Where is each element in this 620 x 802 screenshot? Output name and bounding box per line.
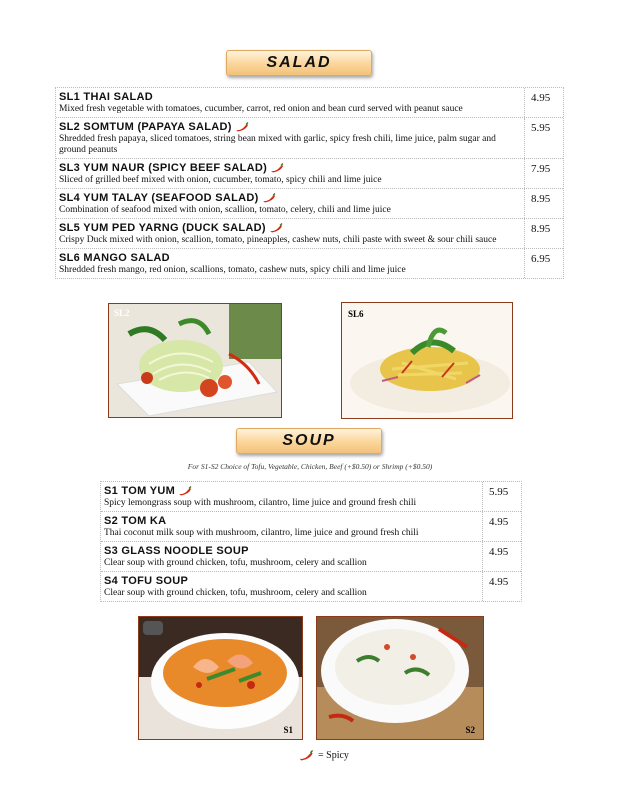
photo-label: SL2	[114, 308, 130, 318]
item-name: S2 TOM KA	[104, 515, 167, 527]
table-row	[56, 88, 563, 118]
item-name: SL5 YUM PED YARNG (DUCK SALAD)	[59, 222, 266, 234]
item-price: 5.95	[489, 486, 509, 498]
chili-pepper-icon	[298, 750, 314, 761]
item-price: 8.95	[531, 223, 551, 235]
item-price: 4.95	[489, 516, 509, 528]
chili-pepper-icon	[262, 193, 276, 203]
chili-pepper-icon	[235, 122, 249, 132]
item-description: Thai coconut milk soup with mushroom, cilantro, lime juice and ground fresh chili	[104, 528, 419, 538]
photo-label: SL6	[348, 309, 364, 319]
item-price: 4.95	[531, 92, 551, 104]
table-row	[56, 219, 563, 249]
tom-ka-image	[317, 617, 483, 739]
legend-text: = Spicy	[318, 750, 349, 761]
mango-salad-image	[342, 303, 512, 418]
photo-papaya-salad	[108, 303, 282, 418]
photo-tom-ka	[316, 616, 484, 740]
chili-pepper-icon	[178, 486, 192, 496]
item-price: 4.95	[489, 546, 509, 558]
chili-pepper-icon	[269, 223, 283, 233]
item-price: 8.95	[531, 193, 551, 205]
item-description: Shredded fresh papaya, sliced tomatoes, string bean mixed with garlic, spicy fresh chili, lime juice, palm sugar and ground peanuts	[59, 134, 496, 155]
item-price: 4.95	[489, 576, 509, 588]
item-name: SL3 YUM NAUR (SPICY BEEF SALAD)	[59, 162, 268, 174]
item-description: Clear soup with ground chicken, tofu, mushroom, celery and scallion	[104, 588, 367, 598]
item-name: SL4 YUM TALAY (SEAFOOD SALAD)	[59, 192, 259, 204]
table-row	[56, 189, 563, 219]
papaya-salad-image	[109, 304, 281, 417]
item-name: SL1 THAI SALAD	[59, 91, 154, 103]
photo-tom-yum	[138, 616, 303, 740]
table-row	[56, 118, 563, 159]
item-description: Spicy lemongrass soup with mushroom, cilantro, lime juice and ground fresh chili	[104, 498, 417, 508]
spicy-legend	[298, 750, 349, 761]
item-name: S1 TOM YUM	[104, 485, 176, 497]
photo-label: S1	[283, 725, 293, 735]
soup-banner	[236, 428, 382, 454]
item-description: Combination of seafood mixed with onion, scallion, tomato, celery, chili and lime juice	[59, 205, 391, 215]
salad-banner	[226, 50, 372, 76]
tom-yum-image	[139, 617, 302, 739]
table-row	[101, 512, 521, 542]
table-row	[101, 482, 521, 512]
item-price: 5.95	[531, 122, 551, 134]
table-row	[56, 249, 563, 278]
item-name: SL2 SOMTUM (PAPAYA SALAD)	[59, 121, 232, 133]
item-description: Mixed fresh vegetable with tomatoes, cucumber, carrot, red onion and bean curd served with peanut sauce	[59, 104, 463, 114]
table-row	[101, 542, 521, 572]
item-price: 7.95	[531, 163, 551, 175]
item-description: Shredded fresh mango, red onion, scallions, tomato, cashew nuts, spicy chili and lime juice	[59, 265, 406, 275]
salad-title: SALAD	[266, 54, 332, 71]
soup-table	[100, 481, 522, 602]
photo-label: S2	[465, 725, 475, 735]
table-row	[56, 159, 563, 189]
salad-table	[55, 87, 564, 279]
item-name: S3 GLASS NOODLE SOUP	[104, 545, 249, 557]
item-price: 6.95	[531, 253, 551, 265]
item-description: Crispy Duck mixed with onion, scallion, tomato, pineapples, cashew nuts, chili paste with sweet & sour chili sauce	[59, 235, 497, 245]
photo-mango-salad	[341, 302, 513, 419]
table-row	[101, 572, 521, 601]
item-description: Sliced of grilled beef mixed with onion, cucumber, tomato, spicy chili and lime juice	[59, 175, 382, 185]
item-name: S4 TOFU SOUP	[104, 575, 189, 587]
chili-pepper-icon	[270, 163, 284, 173]
soup-choice-note: For S1-S2 Choice of Tofu, Vegetable, Chicken, Beef (+$0.50) or Shrimp (+$0.50)	[187, 462, 433, 471]
soup-title: SOUP	[282, 432, 336, 449]
item-description: Clear soup with ground chicken, tofu, mushroom, celery and scallion	[104, 558, 367, 568]
item-name: SL6 MANGO SALAD	[59, 252, 170, 264]
